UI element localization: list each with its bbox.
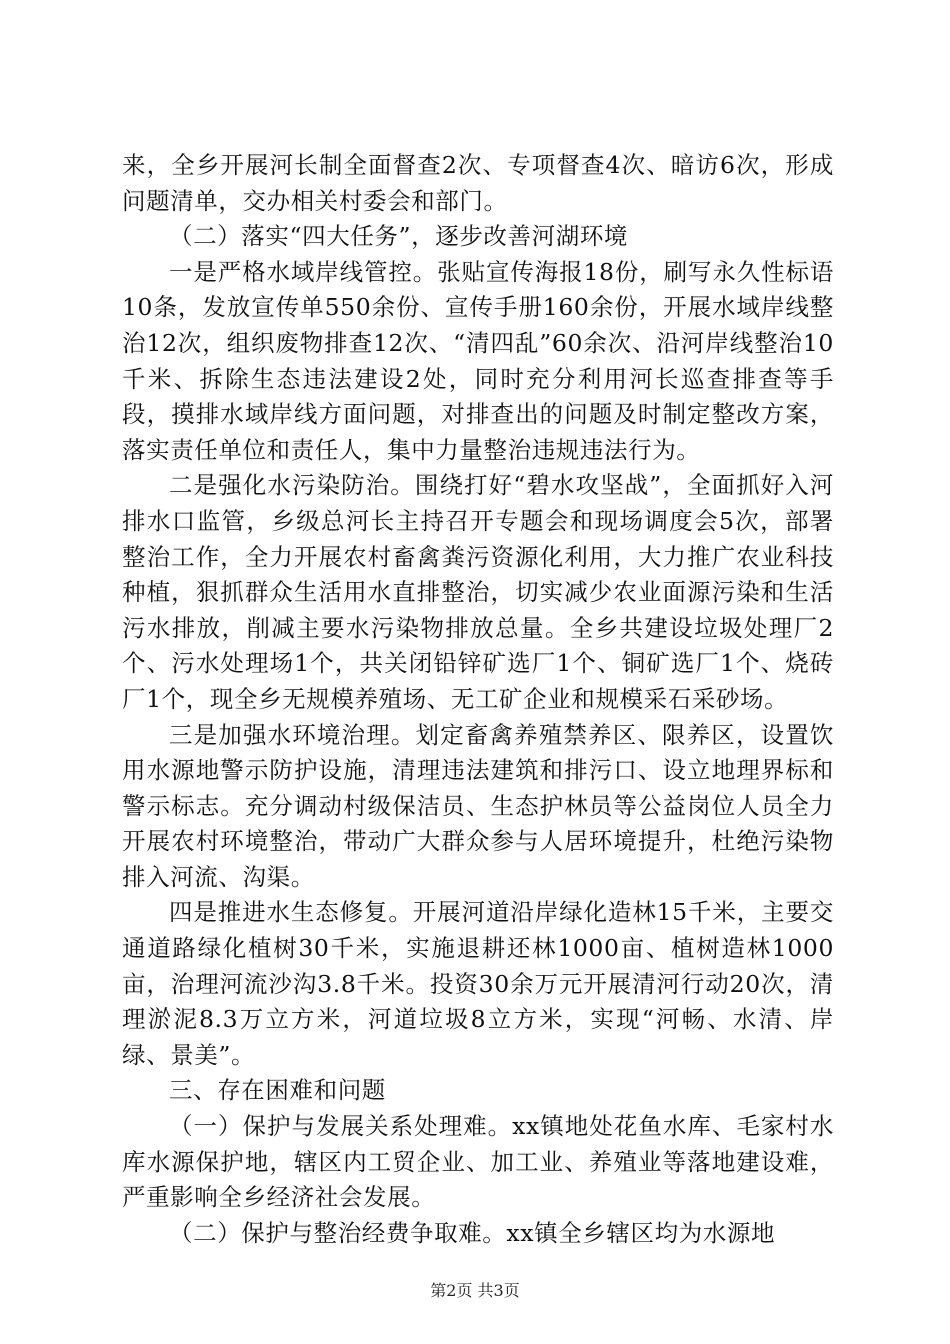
paragraph: 四是推进水生态修复。开展河道沿岸绿化造林15千米，主要交通道路绿化植树30千米，实施退耕还林1000亩、植树造林1000亩，治理河流沙沟3.8千米。投资30余万元开展清河行动20次，清理淤泥8.3万立方米，河道垃圾8立方米，实现“河畅、水清、岸绿、景美”。	[122, 898, 834, 1069]
paragraph-continued: 来，全乡开展河长制全面督查2次、专项督查4次、暗访6次，形成问题清单，交办相关村委会和部门。	[122, 151, 834, 215]
paragraph: 二是强化水污染防治。围绕打好“碧水攻坚战”，全面抓好入河排水口监管，乡级总河长主持召开专题会和现场调度会5次，部署整治工作，全力开展农村畜禽粪污资源化利用，大力推广农业科技种植，狠抓群众生活用水直排整治，切实减少农业面源污染和生活污水排放，削减主要水污染物排放总量。全乡共建设垃圾处理厂2个、污水处理场1个，共关闭铅锌矿选厂1个、铜矿选厂1个、烧砖厂1个，现全乡无规模养殖场、无工矿企业和规模采石采砂场。	[122, 471, 834, 713]
section-heading: （二）落实“四大任务”，逐步改善河湖环境	[169, 222, 629, 251]
section-heading: 三、存在困难和问题	[169, 1076, 386, 1105]
paragraph: （二）保护与整治经费争取难。xx镇全乡辖区均为水源地	[169, 1218, 776, 1247]
paragraph: 一是严格水域岸线管控。张贴宣传海报18份，刷写永久性标语10条，发放宣传单550余份、宣传手册160余份，开展水域岸线整治12次，组织废物排查12次、“清四乱”60余次、沿河岸线整治10千米、拆除生态违法建设2处，同时充分利用河长巡查排查等手段，摸排水域岸线方面问题，对排查出的问题及时制定整改方案，落实责任单位和责任人，集中力量整治违规违法行为。	[122, 257, 834, 464]
document-body	[122, 148, 834, 1251]
paragraph: 三是加强水环境治理。划定畜禽养殖禁养区、限养区，设置饮用水源地警示防护设施，清理违法建筑和排污口、设立地理界标和警示标志。充分调动村级保洁员、生态护林员等公益岗位人员全力开展农村环境整治，带动广大群众参与人居环境提升，杜绝污染物排入河流、沟渠。	[122, 720, 834, 891]
page-footer: 第2页 共3页	[430, 1281, 520, 1300]
paragraph: （一）保护与发展关系处理难。xx镇地处花鱼水库、毛家村水库水源保护地，辖区内工贸企业、加工业、养殖业等落地建设难，严重影响全乡经济社会发展。	[122, 1112, 834, 1212]
